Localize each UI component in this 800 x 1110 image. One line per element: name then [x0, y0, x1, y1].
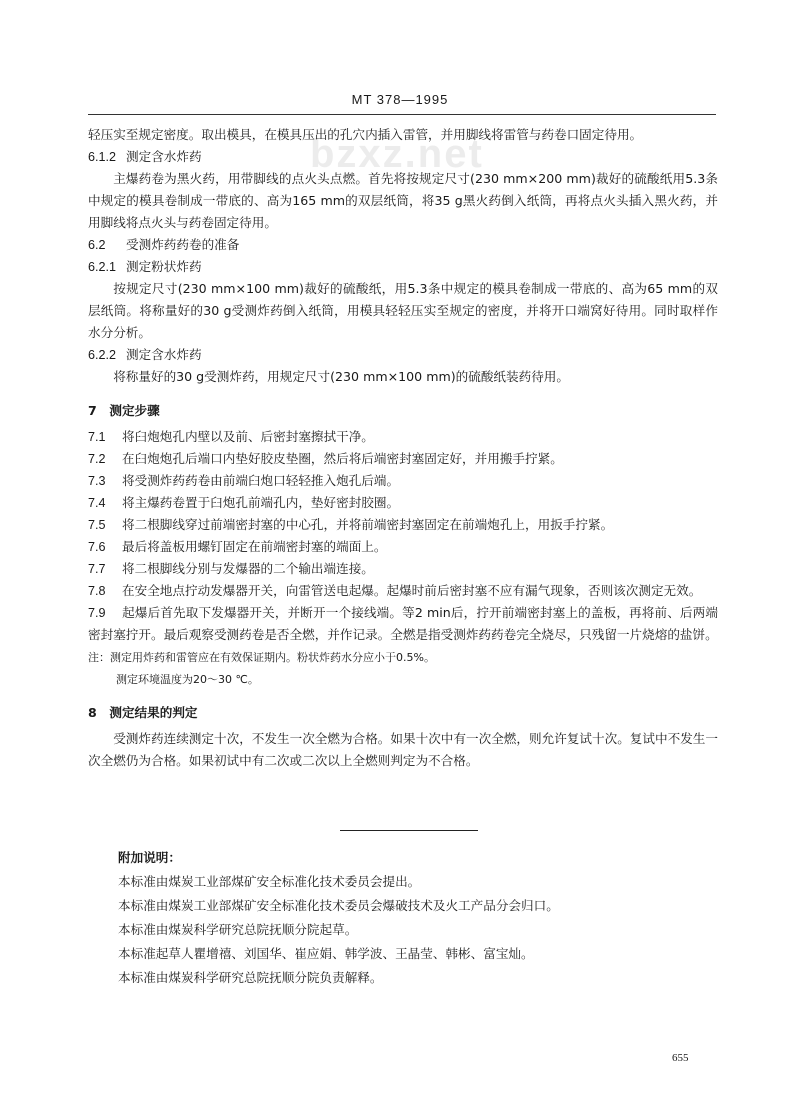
step-number: 7.3: [88, 474, 106, 488]
step-text: 起爆后首先取下发爆器开关，并断开一个接线端。等2 min后，拧开前端密封塞上的盖板，再将前、后两端密封塞拧开。最后观察受测药卷是否全燃，并作记录。全燃是指受测炸药药卷完全烧尽，只残留一片烧熔的盐饼。: [88, 605, 718, 642]
step-number: 7.2: [88, 452, 106, 466]
clause-number: 6.2.1: [88, 260, 117, 274]
step-item: [88, 470, 718, 492]
step-number: 7.7: [88, 562, 106, 576]
step-text: 将受测炸药药卷由前端臼炮口轻轻推入炮孔后端。: [122, 473, 400, 488]
step-item: [88, 602, 718, 646]
clause-6-2-2-body: 将称量好的30 g受测炸药，用规定尺寸(230 mm×100 mm)的硫酸纸装药待用。: [113, 369, 569, 384]
step-item: [88, 580, 718, 602]
step-text: 在臼炮炮孔后端口内垫好胶皮垫圈，然后将后端密封塞固定好，并用搬手拧紧。: [122, 451, 563, 466]
steps-list: [88, 426, 718, 646]
main-content: [88, 124, 718, 772]
clause-number: 6.1.2: [88, 150, 117, 164]
page-number: 655: [672, 1052, 689, 1064]
step-number: 7.9: [88, 606, 106, 620]
clause-6-1-2-body: 主爆药卷为黑火药，用带脚线的点火头点燃。首先将按规定尺寸(230 mm×200 mm)裁好的硫酸纸用5.3条中规定的模具卷制成一带底的、高为165 mm的双层纸筒，将35 g黑火药倒入纸筒，再将点火头插入黑火药，并用脚线将点火头与药卷固定待用。: [88, 171, 718, 230]
clause-6-2-2-heading: [88, 344, 718, 366]
note-line: 测定环境温度为20～30 ℃。: [116, 673, 259, 686]
clause-title: 受测炸药药卷的准备: [126, 237, 240, 252]
appendix: [118, 846, 718, 990]
step-item: [88, 536, 718, 558]
clause-6-2-heading: [88, 234, 718, 256]
clause-6-2-1-body: 按规定尺寸(230 mm×100 mm)裁好的硫酸纸，用5.3条中规定的模具卷制成一带底的、高为65 mm的双层纸筒。将称量好的30 g受测炸药倒入纸筒，用模具轻轻压实至规定的密度，并将开口端窝好待用。同时取样作水分分析。: [88, 281, 718, 340]
step-text: 将主爆药卷置于臼炮孔前端孔内，垫好密封胶圈。: [122, 495, 400, 510]
clause-6-1-2-heading: [88, 146, 718, 168]
appendix-line: 本标准由煤炭科学研究总院抚顺分院负责解释。: [118, 970, 383, 985]
step-item: [88, 426, 718, 448]
step-text: 将二根脚线分别与发爆器的二个输出端连接。: [122, 561, 374, 576]
appendix-title: 附加说明：: [118, 850, 181, 865]
step-text: 在安全地点拧动发爆器开关，向雷管送电起爆。起爆时前后密封塞不应有漏气现象，否则该次测定无效。: [122, 583, 702, 598]
step-number: 7.6: [88, 540, 106, 554]
clause-number: 6.2: [88, 238, 106, 252]
page-header: MT 378—1995: [351, 92, 449, 107]
step-text: 将臼炮炮孔内壁以及前、后密封塞擦拭干净。: [122, 429, 374, 444]
step-number: 7.1: [88, 430, 106, 444]
appendix-line: 本标准由煤炭工业部煤矿安全标准化技术委员会爆破技术及火工产品分会归口。: [118, 898, 559, 913]
end-divider: [340, 830, 478, 831]
step-number: 7.5: [88, 518, 106, 532]
step-item: [88, 492, 718, 514]
step-text: 最后将盖板用螺钉固定在前端密封塞的端面上。: [122, 539, 387, 554]
section-8-body: 受测炸药连续测定十次，不发生一次全燃为合格。如果十次中有一次全燃，则允许复试十次。复试中不发生一次全燃仍为合格。如果初试中有二次或二次以上全燃则判定为不合格。: [88, 731, 718, 768]
clause-6-2-1-heading: [88, 256, 718, 278]
intro-paragraph: 轻压实至规定密度。取出模具，在模具压出的孔穴内插入雷管，并用脚线将雷管与药卷口固定待用。: [88, 127, 643, 142]
clause-number: 6.2.2: [88, 348, 117, 362]
clause-title: 测定含水炸药: [126, 149, 202, 164]
step-item: [88, 558, 718, 580]
step-item: [88, 514, 718, 536]
watermark: bzxz.net: [310, 132, 484, 176]
appendix-line: 本标准由煤炭工业部煤矿安全标准化技术委员会提出。: [118, 874, 421, 889]
appendix-line: 本标准起草人瞿增禧、刘国华、崔应娟、韩学波、王晶莹、韩彬、富宝灿。: [118, 946, 534, 961]
step-item: [88, 448, 718, 470]
appendix-line: 本标准由煤炭科学研究总院抚顺分院起草。: [118, 922, 358, 937]
note-line: 注：测定用炸药和雷管应在有效保证期内。粉状炸药水分应小于0.5%。: [88, 651, 435, 664]
header-rule: [88, 114, 716, 115]
step-text: 将二根脚线穿过前端密封塞的中心孔，并将前端密封塞固定在前端炮孔上，用扳手拧紧。: [122, 517, 614, 532]
section-8-heading: 8 测定结果的判定: [88, 705, 198, 720]
clause-title: 测定粉状炸药: [126, 259, 202, 274]
section-7-heading: 7 测定步骤: [88, 403, 160, 418]
step-number: 7.8: [88, 584, 106, 598]
clause-title: 测定含水炸药: [126, 347, 202, 362]
step-number: 7.4: [88, 496, 106, 510]
